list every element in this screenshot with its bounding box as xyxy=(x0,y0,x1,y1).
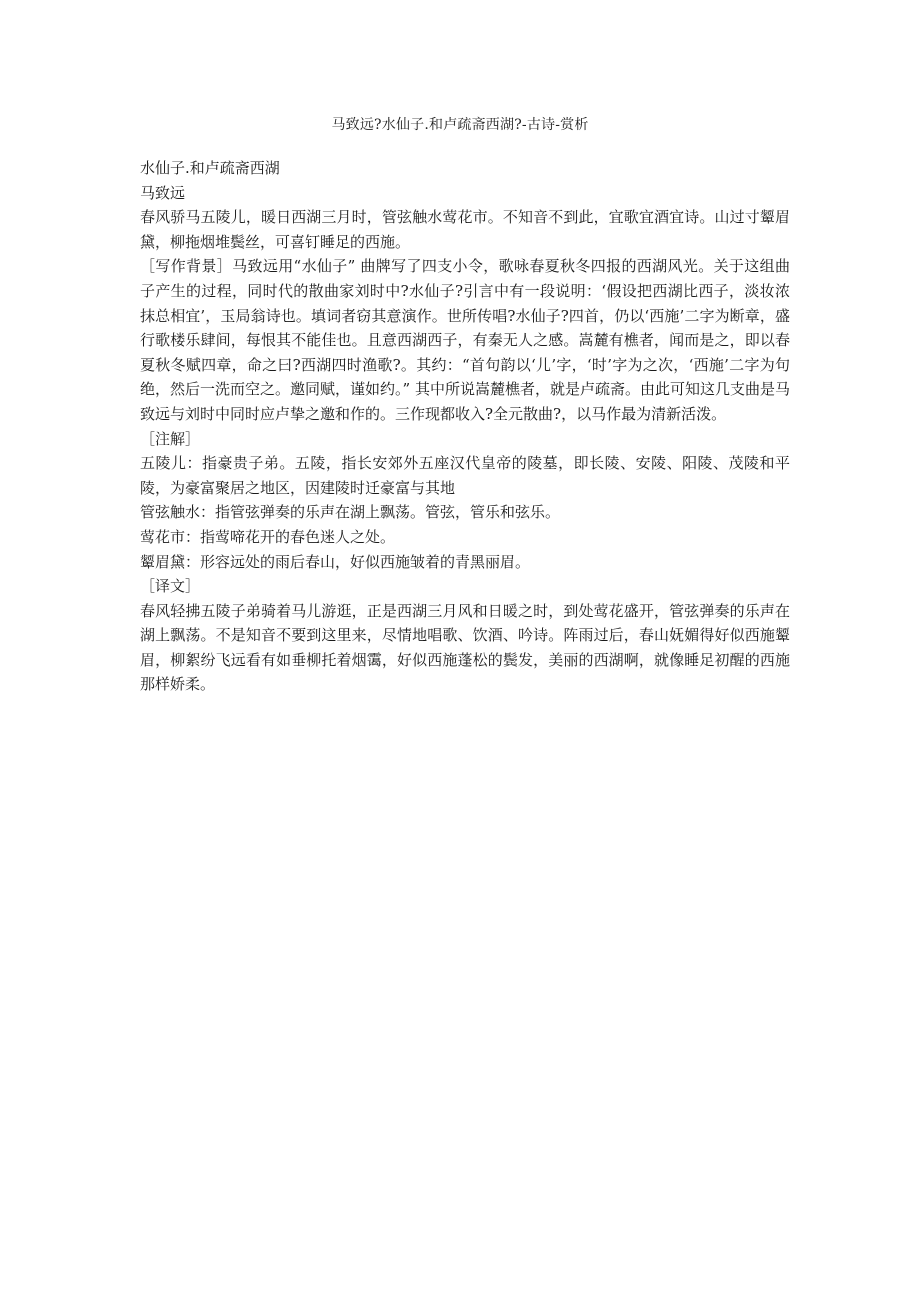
document-title: 马致远?水仙子.和卢疏斋西湖?-古诗-赏析 xyxy=(331,117,589,133)
note-item: 莺花市：指莺啼花开的春色迷人之处。 xyxy=(140,527,396,546)
notes-heading: ［注解］ xyxy=(140,429,201,448)
note-item: 五陵儿：指豪贵子弟。五陵，指长安郊外五座汉代皇帝的陵墓，即长陵、安陵、阳陵、茂陵和平陵，为豪富聚居之地区，因建陵时迁豪富与其地 xyxy=(140,454,790,497)
translation-paragraph: 春风轻拂五陵子弟骑着马儿游逛，正是西湖三月风和日暖之时，到处莺花盛开，管弦弹奏的乐声在湖上飘荡。不是知音不要到这里来，尽情地唱歌、饮酒、吟诗。阵雨过后，春山妩媚得好似西施颦眉，柳絮纷飞远看有如垂柳托着烟霭，好似西施蓬松的鬓发，美丽的西湖啊，就像睡足初醒的西施那样娇柔。 xyxy=(140,601,790,694)
poem-title: 水仙子.和卢疏斋西湖 xyxy=(140,159,280,177)
note-item: 颦眉黛：形容远处的雨后春山，好似西施皱着的青黑丽眉。 xyxy=(140,552,531,571)
translation-heading: ［译文］ xyxy=(140,577,201,596)
poem-text: 春风骄马五陵儿，暖日西湖三月时，管弦触水莺花市。不知音不到此，宜歌宜酒宜诗。山过寸颦眉黛，柳拖烟堆鬓丝，可喜钉睡足的西施。 xyxy=(140,208,790,251)
document-body xyxy=(140,156,790,697)
note-item: 管弦触水：指管弦弹奏的乐声在湖上飘荡。管弦，管乐和弦乐。 xyxy=(140,503,561,522)
background-paragraph: ［写作背景］马致远用“水仙子” 曲牌写了四支小令，歌咏春夏秋冬四报的西湖风光。关于这组曲子产生的过程，同时代的散曲家刘时中?水仙子?引言中有一段说明：‘假设把西湖比西子，淡妆浓抹总相宜’，玉局翁诗也。填词者窃其意演作。世所传唱?水仙子?四首，仍以‘西施’二字为断章，盛行歌楼乐肆间，每恨其不能佳也。且意西湖西子，有秦无人之感。嵩麓有樵者，闻而是之，即以春夏秋冬赋四章，命之曰?西湖四时渔歌?。其约：“首句韵以‘儿’字，‘时’字为之次，‘西施’二字为句绝，然后一洗而空之。邀同赋，谨如约。” 其中所说嵩麓樵者，就是卢疏斋。由此可知这几支曲是马致远与刘时中同时应卢挚之邀和作的。三作现都收入?全元散曲?，以马作最为清新活泼。 xyxy=(140,257,790,423)
poem-author: 马致远 xyxy=(140,183,186,202)
